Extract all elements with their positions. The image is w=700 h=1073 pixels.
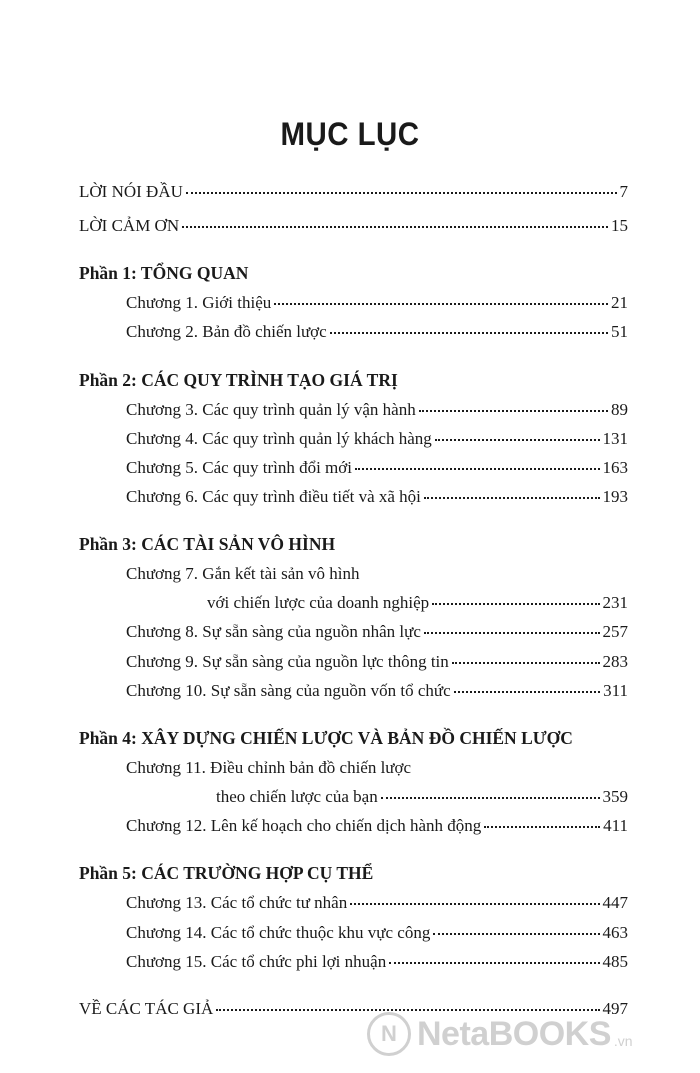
toc-entry-chapter-11-line1[interactable]: Chương 11. Điều chỉnh bản đồ chiến lược bbox=[126, 758, 412, 777]
part-heading-4: Phần 4: XÂY DỰNG CHIẾN LƯỢC VÀ BẢN ĐỒ CHIẾN LƯỢC bbox=[79, 728, 573, 748]
entry-label: LỜI NÓI ĐẦU bbox=[79, 182, 183, 201]
netabooks-logo-icon: N bbox=[367, 1012, 411, 1056]
part-heading-2: Phần 2: CÁC QUY TRÌNH TẠO GIÁ TRỊ bbox=[79, 370, 398, 390]
part-heading-3: Phần 3: CÁC TÀI SẢN VÔ HÌNH bbox=[79, 534, 336, 554]
entry-label-continued: theo chiến lược của bạn bbox=[216, 787, 378, 806]
entry-page: 497 bbox=[602, 999, 628, 1018]
leader-dots bbox=[330, 331, 608, 334]
toc-entry-chapter-12[interactable] bbox=[126, 815, 628, 837]
leader-dots bbox=[274, 302, 608, 305]
entry-label: VỀ CÁC TÁC GIẢ bbox=[79, 999, 214, 1018]
toc-entry-chapter-7-line1[interactable]: Chương 7. Gắn kết tài sản vô hình bbox=[126, 564, 360, 583]
leader-dots bbox=[350, 902, 599, 905]
entry-page: 7 bbox=[619, 182, 628, 201]
publisher-watermark bbox=[367, 1012, 633, 1056]
leader-dots bbox=[433, 932, 599, 935]
entry-label: Chương 1. Giới thiệu bbox=[126, 293, 272, 312]
toc-entry-chapter-7[interactable] bbox=[207, 592, 628, 614]
leader-dots bbox=[419, 409, 608, 412]
entry-label: Chương 3. Các quy trình quản lý vận hành bbox=[126, 400, 416, 419]
entry-page: 163 bbox=[602, 458, 628, 477]
entry-label: Chương 15. Các tổ chức phi lợi nhuận bbox=[126, 952, 387, 971]
leader-dots bbox=[454, 690, 600, 693]
entry-page: 485 bbox=[602, 952, 628, 971]
entry-page: 21 bbox=[611, 293, 628, 312]
page-title: MỤC LỤC bbox=[280, 116, 420, 152]
entry-page: 51 bbox=[611, 322, 628, 341]
toc-entry-chapter-6[interactable] bbox=[126, 486, 628, 508]
entry-label: Chương 2. Bản đồ chiến lược bbox=[126, 322, 327, 341]
entry-page: 231 bbox=[602, 593, 628, 612]
toc-entry-chapter-15[interactable] bbox=[126, 951, 628, 973]
entry-label: Chương 4. Các quy trình quản lý khách hàng bbox=[126, 429, 432, 448]
toc-entry-chapter-13[interactable] bbox=[126, 892, 628, 914]
entry-page: 311 bbox=[603, 681, 628, 700]
toc-entry-chapter-4[interactable] bbox=[126, 428, 628, 450]
leader-dots bbox=[452, 661, 600, 664]
toc-entry-chapter-8[interactable] bbox=[126, 621, 628, 643]
leader-dots bbox=[355, 467, 600, 470]
entry-page: 463 bbox=[602, 923, 628, 942]
entry-page: 131 bbox=[602, 429, 628, 448]
entry-label-continued: với chiến lược của doanh nghiệp bbox=[207, 593, 430, 612]
toc-entry-chapter-9[interactable] bbox=[126, 651, 628, 673]
toc-entry-chapter-11[interactable] bbox=[216, 786, 628, 808]
toc-entry-chapter-3[interactable] bbox=[126, 399, 628, 421]
entry-page: 283 bbox=[602, 652, 628, 671]
toc-entry-chapter-14[interactable] bbox=[126, 922, 628, 944]
toc-entry-chapter-5[interactable] bbox=[126, 457, 628, 479]
entry-label: Chương 14. Các tổ chức thuộc khu vực công bbox=[126, 923, 431, 942]
leader-dots bbox=[435, 438, 600, 441]
part-heading-1: Phần 1: TỔNG QUAN bbox=[79, 263, 249, 283]
entry-label: Chương 13. Các tổ chức tư nhân bbox=[126, 893, 348, 912]
entry-label: Chương 9. Sự sẵn sàng của nguồn lực thông tin bbox=[126, 652, 449, 671]
entry-page: 359 bbox=[602, 787, 628, 806]
leader-dots bbox=[216, 1008, 599, 1011]
entry-page: 193 bbox=[602, 487, 628, 506]
toc-entry-preface[interactable] bbox=[79, 181, 628, 203]
entry-page: 447 bbox=[602, 893, 628, 912]
leader-dots bbox=[424, 496, 600, 499]
leader-dots bbox=[186, 191, 617, 194]
entry-label: Chương 10. Sự sẵn sàng của nguồn vốn tổ chức bbox=[126, 681, 451, 700]
toc-entry-chapter-10[interactable] bbox=[126, 680, 628, 702]
entry-page: 411 bbox=[603, 816, 628, 835]
entry-page: 257 bbox=[602, 622, 628, 641]
part-heading-5: Phần 5: CÁC TRƯỜNG HỢP CỤ THỂ bbox=[79, 863, 374, 883]
toc-entry-chapter-2[interactable] bbox=[126, 321, 628, 343]
watermark-domain: .vn bbox=[613, 1033, 633, 1049]
entry-page: 89 bbox=[611, 400, 628, 419]
leader-dots bbox=[389, 961, 599, 964]
toc-entry-acknowledgements[interactable] bbox=[79, 215, 628, 237]
leader-dots bbox=[484, 825, 600, 828]
leader-dots bbox=[424, 631, 600, 634]
toc-entry-chapter-1[interactable] bbox=[126, 292, 628, 314]
entry-label: Chương 6. Các quy trình điều tiết và xã hội bbox=[126, 487, 421, 506]
entry-label: LỜI CẢM ƠN bbox=[79, 216, 180, 235]
leader-dots bbox=[381, 796, 600, 799]
entry-label: Chương 8. Sự sẵn sàng của nguồn nhân lực bbox=[126, 622, 421, 641]
entry-label: Chương 5. Các quy trình đổi mới bbox=[126, 458, 352, 477]
watermark-brand: NetaBOOKS bbox=[417, 1014, 611, 1053]
leader-dots bbox=[182, 225, 608, 228]
entry-page: 15 bbox=[611, 216, 628, 235]
leader-dots bbox=[432, 602, 599, 605]
entry-label: Chương 12. Lên kế hoạch cho chiến dịch hành động bbox=[126, 816, 482, 835]
